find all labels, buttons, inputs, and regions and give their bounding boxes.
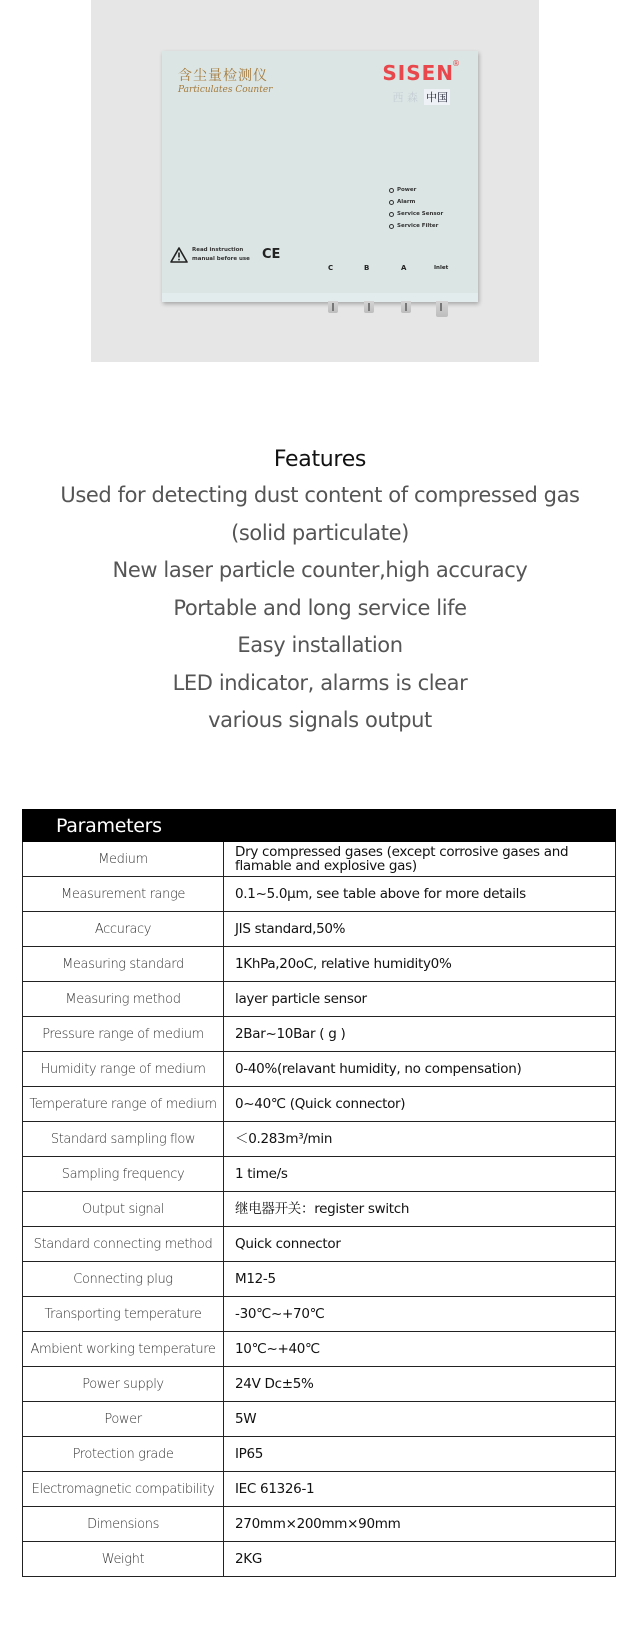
param-value: 2Bar~10Bar ( g )	[224, 1017, 616, 1052]
param-key: Output signal	[23, 1192, 224, 1227]
param-value: 继电器开关：register switch	[224, 1192, 616, 1227]
param-value: Dry compressed gases (except corrosive gases and flamable and explosive gas)	[224, 842, 616, 877]
param-value: 2KG	[224, 1542, 616, 1577]
param-value: 1KhPa,20oC, relative humidity0%	[224, 947, 616, 982]
table-row	[23, 1367, 616, 1402]
param-key: Power supply	[23, 1367, 224, 1402]
parameters-grid	[22, 842, 616, 1577]
param-key: Temperature range of medium	[23, 1087, 224, 1122]
param-value: Quick connector	[224, 1227, 616, 1262]
table-row	[23, 1017, 616, 1052]
param-value: 0-40%(relavant humidity, no compensation)	[224, 1052, 616, 1087]
param-value: 1 time/s	[224, 1157, 616, 1192]
param-key: Weight	[23, 1542, 224, 1577]
product-photo	[91, 0, 539, 362]
table-row	[23, 1227, 616, 1262]
led-service-sensor: Service Sensor	[389, 208, 443, 220]
table-row	[23, 1472, 616, 1507]
led-power: Power	[389, 184, 443, 196]
port-a-connector	[401, 301, 411, 313]
registered-mark-icon: ®	[452, 59, 460, 68]
led-dot-icon	[389, 212, 394, 217]
param-value: 0~40℃ (Quick connector)	[224, 1087, 616, 1122]
table-row	[23, 1192, 616, 1227]
param-key: Pressure range of medium	[23, 1017, 224, 1052]
param-key: Accuracy	[23, 912, 224, 947]
parameters-table	[22, 809, 616, 1577]
warning-notice: Read instruction manual before use	[170, 246, 250, 264]
table-row	[23, 1052, 616, 1087]
feature-item: (solid particulate)	[231, 520, 409, 545]
param-value: 0.1~5.0μm, see table above for more details	[224, 877, 616, 912]
feature-item: various signals output	[208, 708, 432, 732]
port-b-connector	[364, 301, 374, 313]
param-key: Connecting plug	[23, 1262, 224, 1297]
table-row	[23, 842, 616, 877]
port-label-a: A	[401, 264, 407, 272]
port-inlet-connector	[436, 301, 448, 317]
param-value: JIS standard,50%	[224, 912, 616, 947]
param-value: -30℃~+70℃	[224, 1297, 616, 1332]
param-key: Humidity range of medium	[23, 1052, 224, 1087]
param-key: Ambient working temperature	[23, 1332, 224, 1367]
brand-sub-faint: 西 森	[392, 91, 418, 104]
led-dot-icon	[389, 224, 394, 229]
param-value: 5W	[224, 1402, 616, 1437]
feature-item: Portable and long service life	[173, 595, 467, 620]
features-section	[0, 443, 640, 740]
param-key: Transporting temperature	[23, 1297, 224, 1332]
param-key: Measuring standard	[23, 947, 224, 982]
table-row	[23, 1262, 616, 1297]
table-row	[23, 1402, 616, 1437]
param-key: Standard connecting method	[23, 1227, 224, 1262]
param-value: 24V Dc±5%	[224, 1367, 616, 1402]
port-label-c: C	[328, 264, 334, 272]
param-key: Medium	[23, 842, 224, 877]
table-row	[23, 982, 616, 1017]
table-row	[23, 1297, 616, 1332]
param-key: Sampling frequency	[23, 1157, 224, 1192]
param-key: Electromagnetic compatibility	[23, 1472, 224, 1507]
table-row	[23, 947, 616, 982]
feature-item: New laser particle counter,high accuracy	[112, 558, 528, 582]
features-title: Features	[273, 447, 367, 472]
feature-item: Easy installation	[237, 633, 403, 657]
table-row	[23, 1087, 616, 1122]
param-value: IEC 61326-1	[224, 1472, 616, 1507]
table-row	[23, 912, 616, 947]
param-key: Dimensions	[23, 1507, 224, 1542]
param-value: layer particle sensor	[224, 982, 616, 1017]
led-service-filter: Service Filter	[389, 220, 443, 232]
device-en-title: Particulates Counter	[178, 85, 273, 95]
param-value: IP65	[224, 1437, 616, 1472]
param-value: 270mm×200mm×90mm	[224, 1507, 616, 1542]
param-key: Standard sampling flow	[23, 1122, 224, 1157]
table-row	[23, 1332, 616, 1367]
param-value: 10℃~+40℃	[224, 1332, 616, 1367]
table-row	[23, 1437, 616, 1472]
warning-triangle-icon	[170, 247, 188, 263]
ce-mark-icon: CE	[262, 247, 281, 262]
param-value: ＜0.283m³/min	[224, 1122, 616, 1157]
table-row	[23, 877, 616, 912]
brand-sub: 中国	[426, 91, 448, 104]
device-cn-title: 含尘量检测仪	[178, 68, 268, 84]
table-row	[23, 1157, 616, 1192]
indicator-leds	[389, 184, 443, 232]
parameters-title: Parameters	[22, 809, 616, 842]
feature-item: LED indicator, alarms is clear	[172, 670, 468, 695]
led-dot-icon	[389, 188, 394, 193]
feature-item: Used for detecting dust content of compressed gas	[60, 483, 580, 507]
table-row	[23, 1507, 616, 1542]
brand-logo: SISEN	[382, 61, 454, 85]
param-key: Measuring method	[23, 982, 224, 1017]
param-value: M12-5	[224, 1262, 616, 1297]
led-alarm: Alarm	[389, 196, 443, 208]
table-row	[23, 1122, 616, 1157]
port-label-b: B	[364, 264, 370, 272]
particle-counter-device	[162, 51, 478, 302]
param-key: Measurement range	[23, 877, 224, 912]
param-key: Power	[23, 1402, 224, 1437]
param-key: Protection grade	[23, 1437, 224, 1472]
led-dot-icon	[389, 200, 394, 205]
port-label-inlet: Inlet	[434, 265, 449, 271]
table-row	[23, 1542, 616, 1577]
port-c-connector	[328, 301, 338, 313]
